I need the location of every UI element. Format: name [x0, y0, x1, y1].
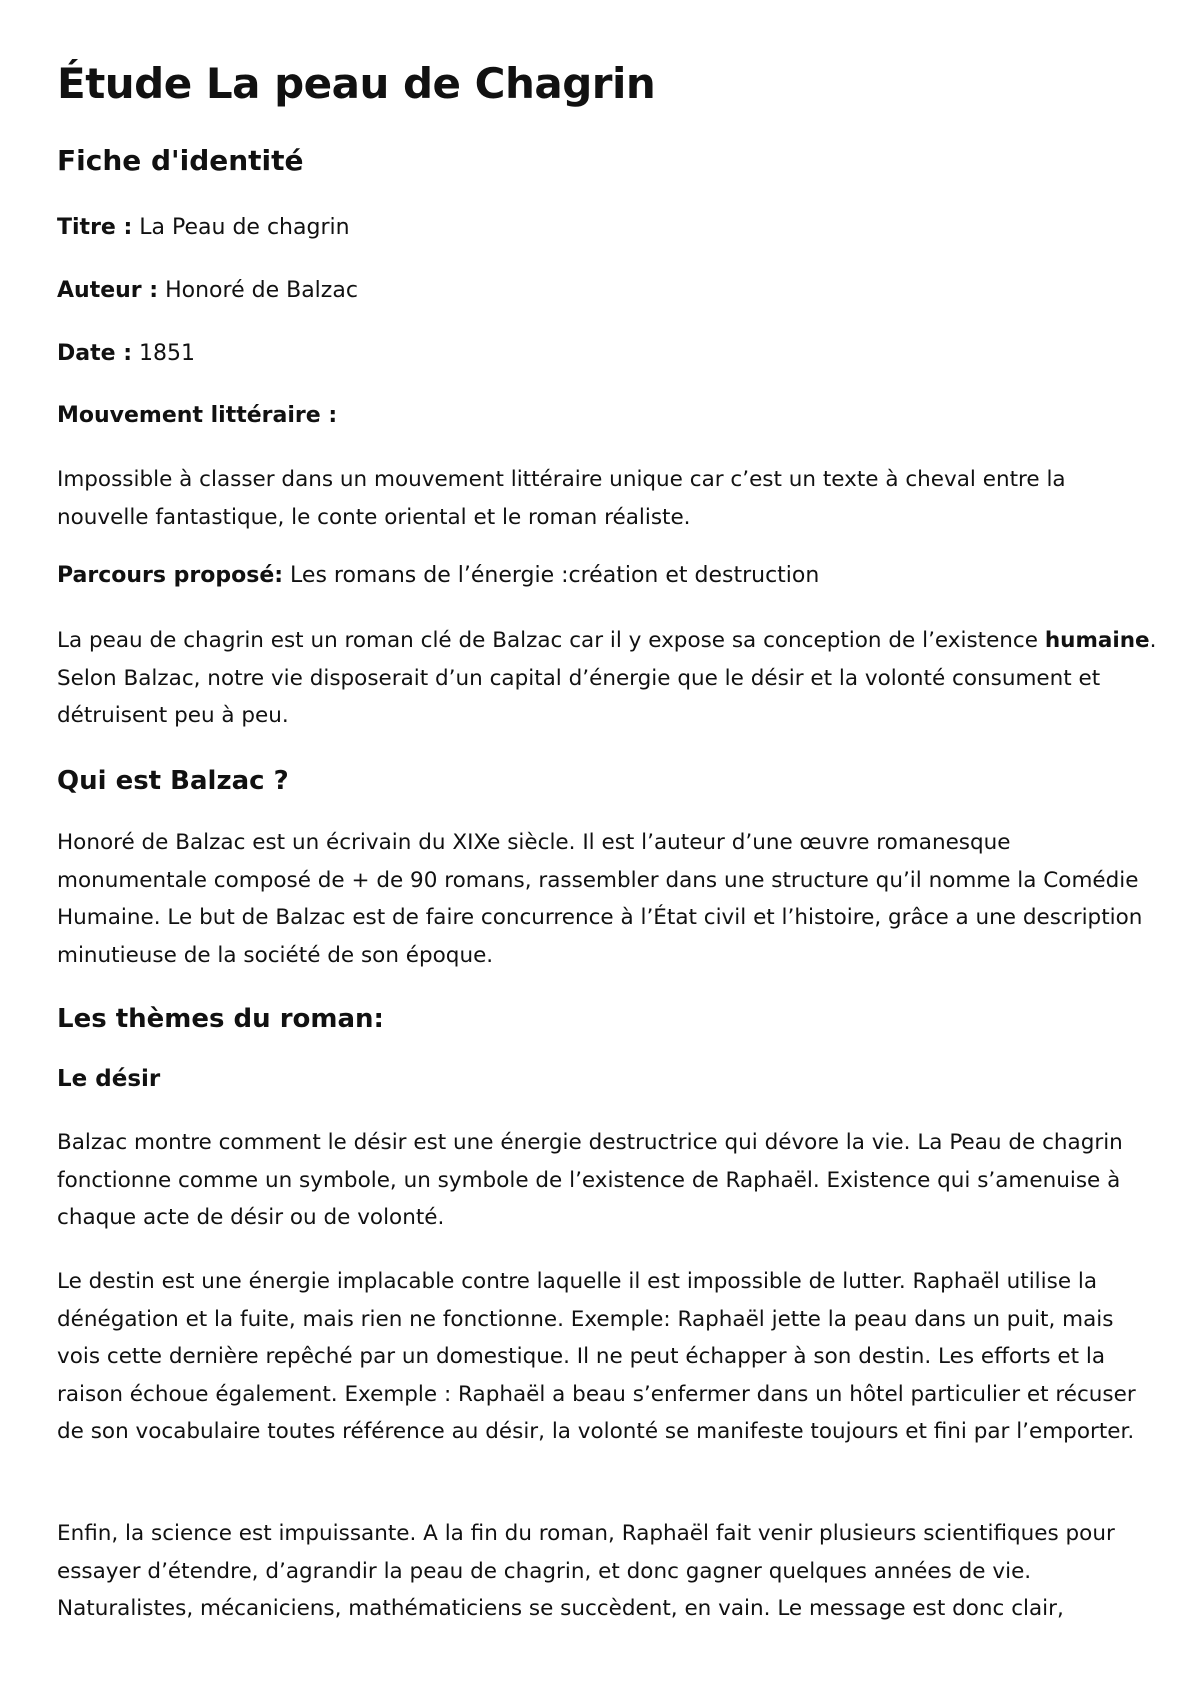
desir-heading: Le désir — [57, 1066, 161, 1092]
parcours-label: Parcours proposé: — [57, 563, 284, 588]
destin-paragraph: Le destin est une énergie implacable contre laquelle il est impossible de lutter. Raphaël utilise la dénégation et la fuite, mais rien ne fonctionne. Exemple: Raphaël jette la peau dans un puit, mais vois cette dernière repêché par un domestique. Il ne peut échapper à son destin. Les efforts et la raison échoue également. Exemple : Raphaël a beau s’enfermer dans un hôtel particulier et récuser de son vocabulaire toutes référence au désir, la volonté se manifeste toujours et fini par l’emporter. — [57, 1269, 1136, 1444]
auteur-value: Honoré de Balzac — [165, 278, 358, 303]
document-title: Étude La peau de Chagrin — [57, 59, 656, 108]
intro-bold-word: humaine — [1044, 628, 1150, 653]
themes-heading: Les thèmes du roman: — [57, 1004, 384, 1034]
date-label: Date : — [57, 341, 133, 366]
intro-text-part1: La peau de chagrin est un roman clé de Balzac car il y expose sa conception de l’existence — [57, 628, 1038, 653]
date-value: 1851 — [139, 341, 196, 366]
mouvement-label: Mouvement littéraire : — [57, 403, 338, 428]
balzac-heading: Qui est Balzac ? — [57, 766, 289, 796]
parcours-value: Les romans de l’énergie :création et destruction — [290, 563, 820, 588]
titre-label: Titre : — [57, 215, 133, 240]
mouvement-text: Impossible à classer dans un mouvement littéraire unique car c’est un texte à cheval entre la nouvelle fantastique, le conte oriental et le roman réaliste. — [57, 467, 1066, 530]
date-field — [57, 338, 195, 370]
identity-heading: Fiche d'identité — [57, 144, 304, 177]
auteur-field — [57, 275, 358, 307]
desir-paragraph: Balzac montre comment le désir est une énergie destructrice qui dévore la vie. La Peau de chagrin fonctionne comme un symbole, un symbole de l’existence de Raphaël. Existence qui s’amenuise à chaque acte de désir ou de volonté. — [57, 1130, 1123, 1230]
balzac-paragraph: Honoré de Balzac est un écrivain du XIXe siècle. Il est l’auteur d’une œuvre romanesque monumentale composé de + de 90 romans, rassembler dans une structure qu’il nomme la Comédie Humaine. Le but de Balzac est de faire concurrence à l’État civil et l’histoire, grâce a une description minutieuse de la société de son époque. — [57, 830, 1143, 968]
parcours-field — [57, 560, 819, 592]
science-paragraph: Enfin, la science est impuissante. A la fin du roman, Raphaël fait venir plusieurs scientifiques pour essayer d’étendre, d’agrandir la peau de chagrin, et donc gagner quelques années de vie. Naturalistes, mécaniciens, mathématiciens se succèdent, en vain. Le message est donc clair, — [57, 1521, 1115, 1621]
intro-text-part2: . Selon Balzac, notre vie disposerait d’un capital d’énergie que le désir et la volonté consument et détruisent peu à peu. — [57, 628, 1157, 728]
titre-field — [57, 212, 350, 244]
intro-paragraph — [57, 622, 1157, 735]
mouvement-field — [57, 400, 337, 432]
auteur-label: Auteur : — [57, 278, 159, 303]
titre-value: La Peau de chagrin — [139, 215, 350, 240]
